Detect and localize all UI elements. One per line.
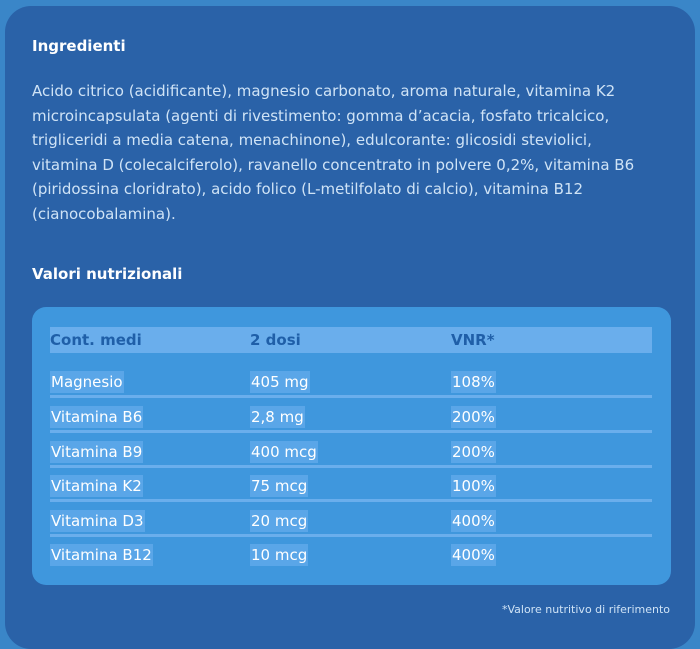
nutrient-vnr: 200% bbox=[452, 407, 495, 426]
nutrition-heading: Valori nutrizionali bbox=[32, 265, 183, 283]
nutrient-name: Magnesio bbox=[51, 372, 123, 391]
table-row bbox=[50, 541, 652, 568]
nutrient-vnr: 100% bbox=[452, 476, 495, 495]
nutrient-amount: 75 mcg bbox=[251, 476, 308, 495]
column-header-vnr: VNR* bbox=[451, 331, 495, 349]
nutrient-amount: 405 mg bbox=[251, 372, 309, 391]
ingredients-heading: Ingredienti bbox=[32, 37, 126, 55]
table-row bbox=[50, 472, 652, 502]
nutrient-vnr: 400% bbox=[452, 545, 495, 564]
nutrient-amount: 10 mcg bbox=[251, 545, 308, 564]
table-row bbox=[50, 438, 652, 468]
nutrient-amount: 400 mcg bbox=[251, 442, 317, 461]
table-header-row bbox=[50, 327, 652, 353]
nutrition-table bbox=[32, 307, 671, 585]
product-info-card bbox=[5, 6, 695, 649]
nutrient-name: Vitamina B12 bbox=[51, 545, 152, 564]
nutrient-name: Vitamina B9 bbox=[51, 442, 143, 461]
table-row bbox=[50, 403, 652, 433]
nutrient-name: Vitamina K2 bbox=[51, 476, 142, 495]
ingredients-text: Acido citrico (acidificante), magnesio carbonato, aroma naturale, vitamina K2 microincapsulata (agenti di rivestimento: gomma d’acacia, fosfato tricalcico, trigliceridi a media catena, menachinone), edulcorante: glicosidi steviolici, vitamina D (colecalciferolo), ravanello concentrato in polvere 0,2%, vitamina B6 (piridossina cloridrato), acido folico (L-metilfolato di calcio), vitamina B12 (cianocobalamina). bbox=[32, 82, 635, 223]
nutrient-vnr: 400% bbox=[452, 511, 495, 530]
nutrient-vnr: 200% bbox=[452, 442, 495, 461]
nutrient-vnr: 108% bbox=[452, 372, 495, 391]
nutrient-amount: 20 mcg bbox=[251, 511, 308, 530]
table-row bbox=[50, 368, 652, 398]
nutrient-name: Vitamina D3 bbox=[51, 511, 144, 530]
column-header-two-doses: 2 dosi bbox=[250, 331, 301, 349]
column-header-average-content: Cont. medi bbox=[50, 331, 142, 349]
table-row bbox=[50, 507, 652, 537]
reference-value-footnote: *Valore nutritivo di riferimento bbox=[501, 603, 670, 616]
nutrient-name: Vitamina B6 bbox=[51, 407, 143, 426]
nutrient-amount: 2,8 mg bbox=[251, 407, 304, 426]
